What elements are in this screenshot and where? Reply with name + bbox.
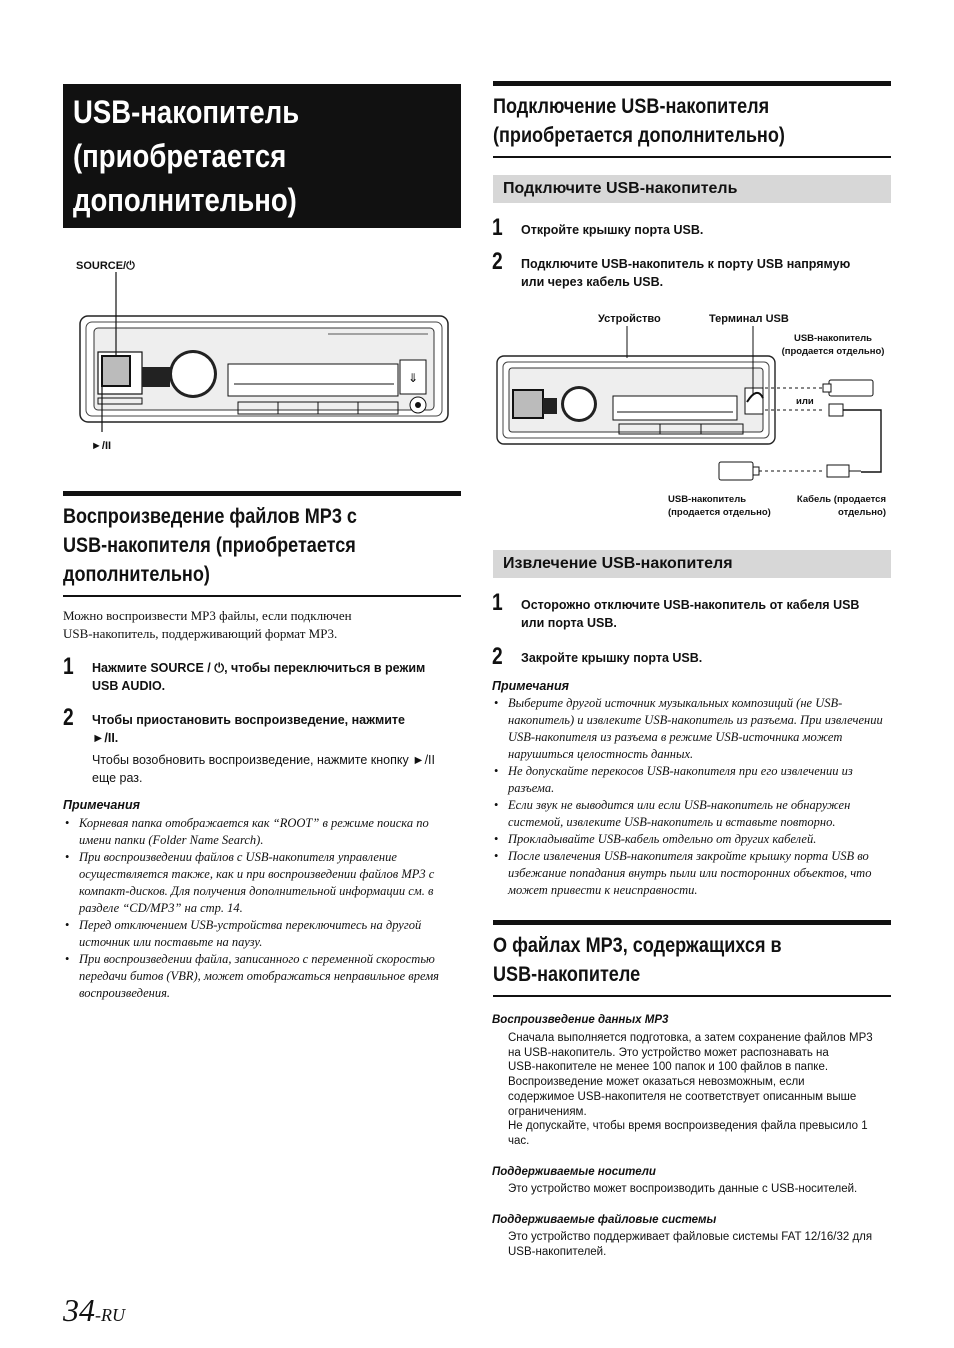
head-unit-illustration xyxy=(78,272,450,440)
step-number: 2 xyxy=(63,704,74,731)
usb-drive-bottom-label: USB-накопитель (продается отдельно) xyxy=(668,494,771,518)
mp3-subsection-title: Воспроизведение данных MP3 xyxy=(492,1014,669,1026)
step-line: Откройте крышку порта USB. xyxy=(521,223,704,237)
note-item: • Перед отключением USB-устройства переключитесь на другой источник или поставьте на паузу. xyxy=(63,917,459,951)
step-line: Подключите USB-накопитель к порту USB напрямую xyxy=(521,257,851,271)
usb-connection-diagram xyxy=(495,326,887,486)
connect-heading: Подключение USB-накопителя (приобретается дополнительно) xyxy=(493,95,785,147)
note-item: • Корневая папка отображается как “ROOT” в режиме поиска по имени папки (Folder Name Search). xyxy=(63,815,459,849)
usb-drive-top-label: USB-накопитель (продается отдельно) xyxy=(781,333,885,357)
mp3-subsection-text: Это устройство может воспроизводить данные с USB-носителей. xyxy=(508,1183,858,1195)
step-line: USB AUDIO. xyxy=(92,679,166,693)
step-text xyxy=(521,255,891,291)
note-item: • При воспроизведении файлов с USB-накопителя управление осуществляется также, как и при воспроизведении файлов MP3 с компакт-дисков. Для получения дополнительной информации см. в разделе “CD/MP3” на стр. 14. xyxy=(63,849,459,917)
step-line: Закройте крышку порта USB. xyxy=(521,651,703,665)
mp3-subsection-text: Это устройство поддерживает файловые системы FAT 12/16/32 для USB-накопителей. xyxy=(508,1231,873,1258)
step-number: 2 xyxy=(492,643,503,670)
note-item: • При воспроизведении файла, записанного с переменной скоростью передачи битов (VBR), может отображаться неправильное время воспроизведения. xyxy=(63,951,459,1002)
step-line: или порта USB. xyxy=(521,616,617,630)
source-button-label: SOURCE/⏻ xyxy=(76,260,135,272)
step-number: 2 xyxy=(492,248,503,275)
step-text xyxy=(521,596,891,632)
notes-list xyxy=(63,815,459,1002)
intro-text xyxy=(63,607,461,643)
mp3-heading: О файлах MP3, содержащихся в USB-накопителе xyxy=(493,934,782,986)
step-text xyxy=(92,659,462,695)
note-item: • После извлечения USB-накопителя закройте крышку порта USB во избежание попадания внутрь пыли или посторонних объектов, что может привести к неисправности. xyxy=(492,848,890,899)
step-text xyxy=(521,221,891,239)
step-extra-line: Чтобы возобновить воспроизведение, нажмите кнопку ►/II xyxy=(92,753,435,767)
connect-heading-block xyxy=(493,81,891,158)
step-number: 1 xyxy=(492,214,503,241)
page-number-value: 34 xyxy=(63,1292,95,1328)
or-label: или xyxy=(796,396,814,407)
page-number xyxy=(63,1290,125,1330)
step-line: ►/II. xyxy=(92,731,119,745)
note-item: • Не допускайте перекосов USB-накопителя при его извлечении из разъема. xyxy=(492,763,890,797)
step-line: Нажмите SOURCE / ⏻, чтобы переключиться в режим xyxy=(92,661,426,675)
step-extra-line: еще раз. xyxy=(92,771,143,785)
intro-line: Можно воспроизвести MP3 файлы, если подключен xyxy=(63,608,352,623)
step-line: Чтобы приостановить воспроизведение, нажмите xyxy=(92,713,405,727)
notes-list xyxy=(492,695,890,899)
step-number: 1 xyxy=(63,653,74,680)
step-number: 1 xyxy=(492,589,503,616)
svg-text:⇓: ⇓ xyxy=(408,371,419,385)
page-title-box xyxy=(63,84,461,228)
intro-line: USB-накопитель, поддерживающий формат MP3. xyxy=(63,626,338,641)
mp3-heading-block xyxy=(493,920,891,997)
note-item: • Прокладывайте USB-кабель отдельно от других кабелей. xyxy=(492,831,890,848)
step-text xyxy=(521,649,891,667)
playback-heading: Воспроизведение файлов MP3 с USB-накопителя (приобретается дополнительно) xyxy=(63,505,357,586)
mp3-subsection-title: Поддерживаемые носители xyxy=(492,1166,656,1178)
play-pause-label: ►/II xyxy=(91,440,112,452)
note-item: • Если звук не выводится или если USB-накопитель не обнаружен системой, извлеките USB-накопитель и вставьте повторно. xyxy=(492,797,890,831)
page-title: USB-накопитель (приобретается дополнительно) xyxy=(73,94,300,218)
step-extra xyxy=(92,751,462,787)
step-line: Осторожно отключите USB-накопитель от кабеля USB xyxy=(521,598,860,612)
remove-subheading: Извлечение USB-накопителя xyxy=(493,550,891,578)
page-number-suffix: -RU xyxy=(95,1305,125,1325)
note-item: • Выберите другой источник музыкальных композиций (не USB-накопитель) и извлеките USB-накопитель из разъема. При извлечении USB-накопителя из разъема в режиме USB-источника может нарушиться целостность данных. xyxy=(492,695,890,763)
step-text xyxy=(92,711,462,747)
mp3-subsection-title: Поддерживаемые файловые системы xyxy=(492,1214,717,1226)
notes-heading: Примечания xyxy=(492,679,569,693)
mp3-subsection-text: Сначала выполняется подготовка, а затем сохранение файлов MP3 на USB-накопитель. Это устройство может распознавать на USB-накопителе не менее 100 папок и 100 файлов в папке. Воспроизведение может оказаться невозможным, если содержимое USB-накопителя не соответствует описанным выше ограничениям. Не допускайте, чтобы время воспроизведения файла превысило 1 час. xyxy=(508,1032,873,1147)
cable-label: Кабель (продается отдельно) xyxy=(796,494,886,518)
usb-terminal-label: Терминал USB xyxy=(709,313,789,325)
notes-heading: Примечания xyxy=(63,798,140,812)
connect-subheading: Подключите USB-накопитель xyxy=(493,175,891,203)
step-line: или через кабель USB. xyxy=(521,275,664,289)
playback-heading-block xyxy=(63,491,461,597)
device-label: Устройство xyxy=(598,313,661,325)
